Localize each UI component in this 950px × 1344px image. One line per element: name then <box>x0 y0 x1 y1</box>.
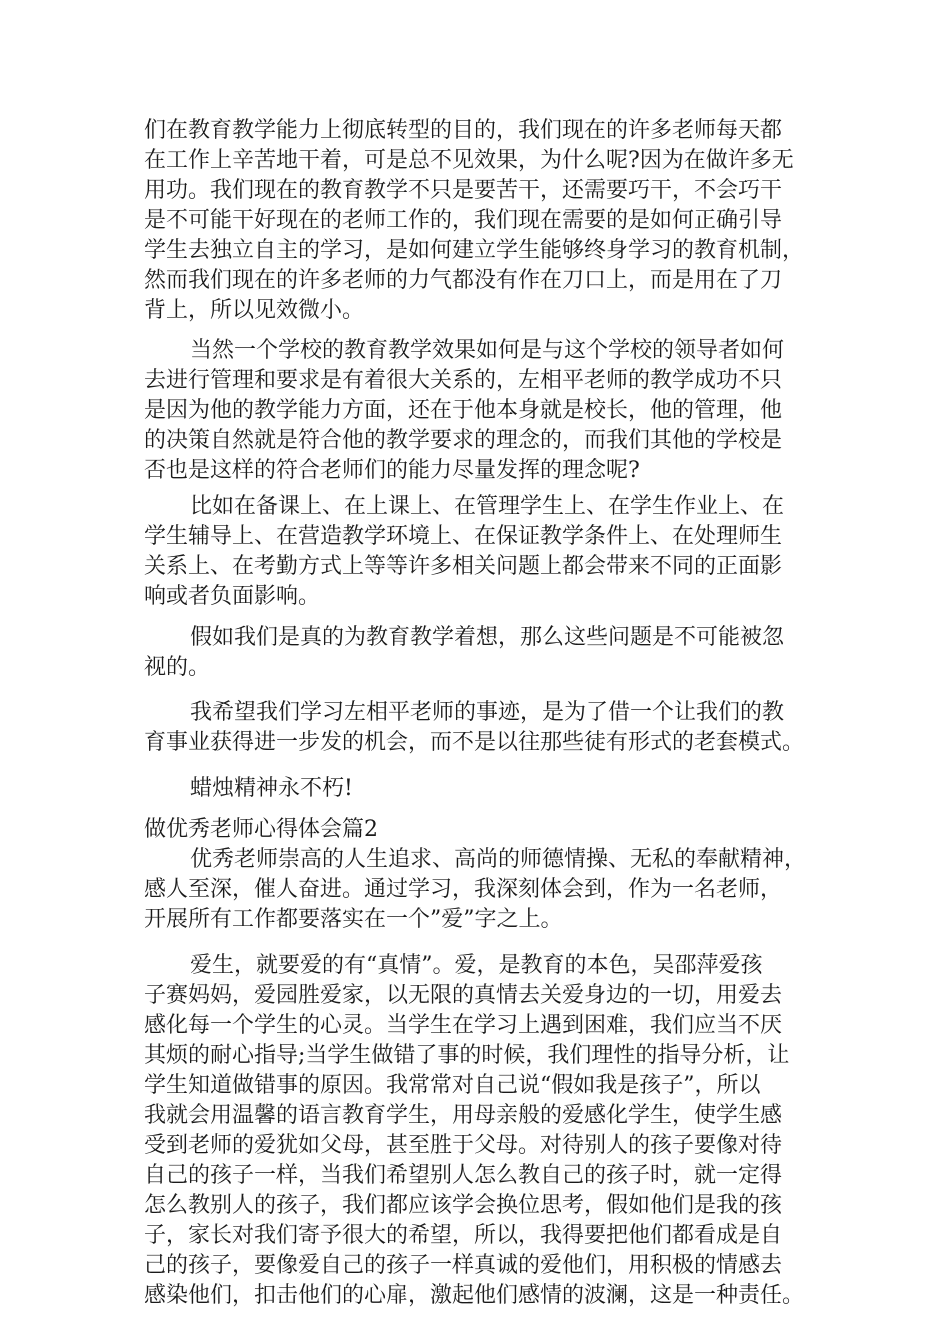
text-line: 背上，所以见效微小。 <box>144 298 365 323</box>
text-line: 优秀老师崇高的人生追求、高尚的师德情操、无私的奉献精神， <box>190 847 807 872</box>
text-line: 学生知道做错事的原因。我常常对自己说“假如我是孩子”，所以 <box>144 1073 761 1098</box>
text-line: 感染他们，扣击他们的心扉，激起他们感情的波澜，这是一种责任。 <box>144 1283 805 1308</box>
text-line: 去进行管理和要求是有着很大关系的，左相平老师的教学成功不只 <box>144 368 783 393</box>
text-line: 假如我们是真的为教育教学着想，那么这些问题是不可能被忽 <box>190 625 785 650</box>
text-line: 感人至深，催人奋进。通过学习，我深刻体会到，作为一名老师， <box>144 877 783 902</box>
text-line: 开展所有工作都要落实在一个”爱”字之上。 <box>144 907 563 932</box>
text-line: 学生去独立自主的学习，是如何建立学生能够终身学习的教育机制， <box>144 238 805 263</box>
text-line: 用功。我们现在的教育教学不只是要苦干，还需要巧干，不会巧干 <box>144 178 783 203</box>
text-line: 关系上、在考勤方式上等等许多相关问题上都会带来不同的正面影 <box>144 554 783 579</box>
text-line: 怎么教别人的孩子，我们都应该学会换位思考，假如他们是我的孩 <box>144 1193 783 1218</box>
text-line: 育事业获得进一步发的机会，而不是以往那些徒有形式的老套模式。 <box>144 730 805 755</box>
section-heading: 做优秀老师心得体会篇2 <box>144 817 378 842</box>
text-line: 当然一个学校的教育教学效果如何是与这个学校的领导者如何 <box>190 338 785 363</box>
text-line: 们在教育教学能力上彻底转型的目的，我们现在的许多老师每天都 <box>144 118 783 143</box>
text-line: 我希望我们学习左相平老师的事迹，是为了借一个让我们的教 <box>190 700 785 725</box>
text-line: 是因为他的教学能力方面，还在于他本身就是校长，他的管理，他 <box>144 398 783 423</box>
text-line: 的决策自然就是符合他的教学要求的理念的，而我们其他的学校是 <box>144 428 783 453</box>
text-line: 学生辅导上、在营造教学环境上、在保证教学条件上、在处理师生 <box>144 524 783 549</box>
text-line: 受到老师的爱犹如父母，甚至胜于父母。对待别人的孩子要像对待 <box>144 1133 783 1158</box>
text-line: 子赛妈妈，爱园胜爱家，以无限的真情去关爱身边的一切，用爱去 <box>144 983 783 1008</box>
text-line: 比如在备课上、在上课上、在管理学生上、在学生作业上、在 <box>190 494 785 519</box>
text-line: 自己的孩子一样，当我们希望别人怎么教自己的孩子时，就一定得 <box>144 1163 783 1188</box>
text-line: 感化每一个学生的心灵。当学生在学习上遇到困难，我们应当不厌 <box>144 1013 783 1038</box>
text-line: 在工作上辛苦地干着，可是总不见效果，为什么呢?因为在做许多无 <box>144 148 794 173</box>
text-line: 其烦的耐心指导;当学生做错了事的时候，我们理性的指导分析，让 <box>144 1043 790 1068</box>
text-line: 蜡烛精神永不朽! <box>190 776 353 801</box>
text-line: 视的。 <box>144 655 211 680</box>
text-line: 然而我们现在的许多老师的力气都没有作在刀口上，而是用在了刀 <box>144 268 783 293</box>
text-line: 爱生，就要爱的有“真情”。爱，是教育的本色，吴邵萍爱孩 <box>190 953 763 978</box>
text-line: 否也是这样的符合老师们的能力尽量发挥的理念呢? <box>144 458 640 483</box>
text-line: 是不可能干好现在的老师工作的，我们现在需要的是如何正确引导 <box>144 208 783 233</box>
text-line: 己的孩子，要像爱自己的孩子一样真诚的爱他们，用积极的情感去 <box>144 1253 783 1278</box>
text-line: 响或者负面影响。 <box>144 584 321 609</box>
text-line: 子，家长对我们寄予很大的希望，所以，我得要把他们都看成是自 <box>144 1223 783 1248</box>
text-line: 我就会用温馨的语言教育学生，用母亲般的爱感化学生，使学生感 <box>144 1103 783 1128</box>
